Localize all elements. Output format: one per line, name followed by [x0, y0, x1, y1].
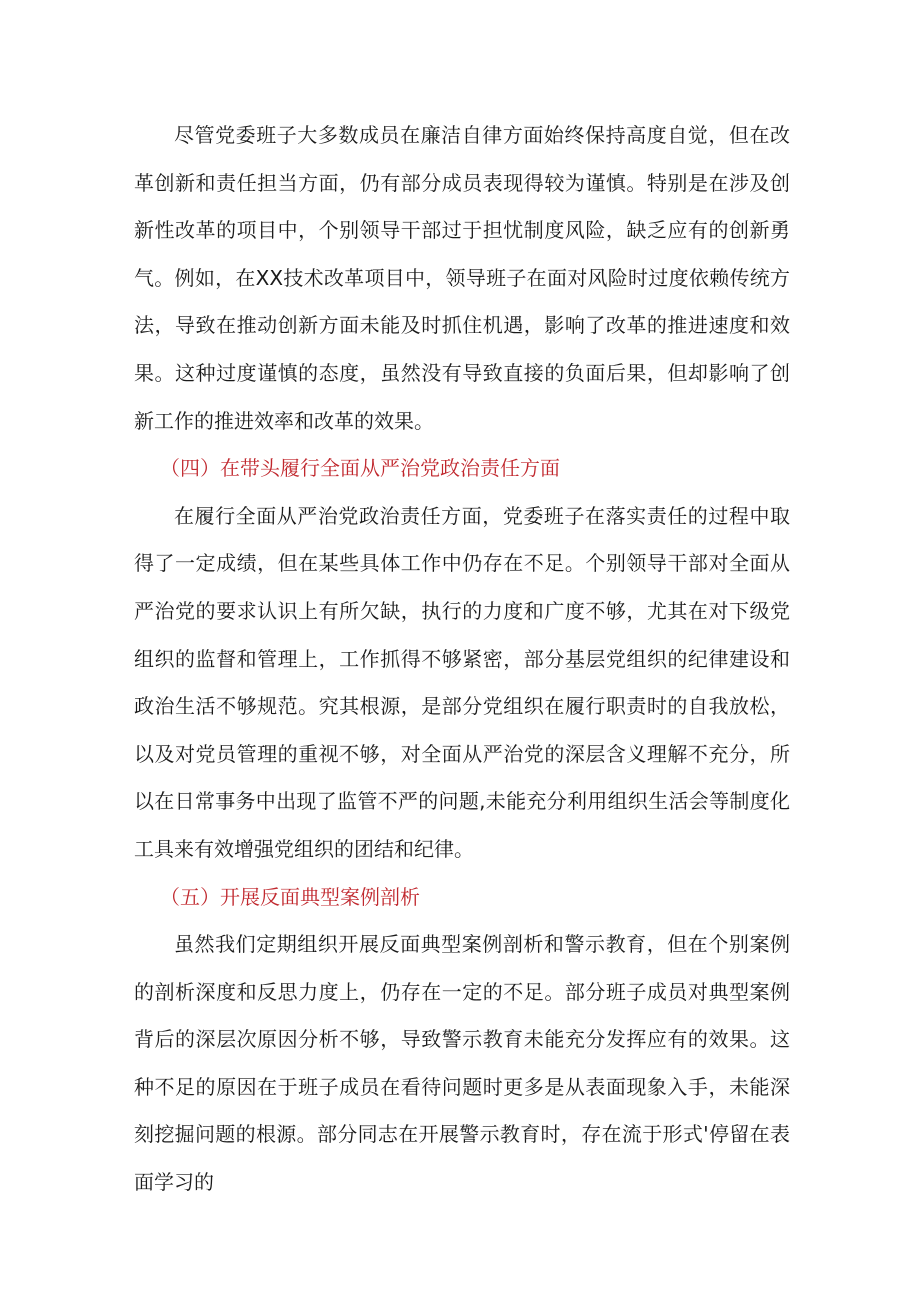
paragraph-case-analysis: 虽然我们定期组织开展反面典型案例剖析和警示教育，但在个别案例的剖析深度和反思力度上，仍存在一定的不足。部分班子成员对典型案例背后的深层次原因分析不够，导致警示教育未能充分发挥应有的效果。这种不足的原因在于班子成员在看待问题时更多是从表面现象入手，未能深刻挖掘问题的根源。部分同志在开展警示教育时，存在流于形式'停留在表面学习的	[134, 932, 790, 1195]
paragraph-party-responsibility: 在履行全面从严治党政治责任方面，党委班子在落实责任的过程中取得了一定成绩，但在某些具体工作中仍存在不足。个别领导干部对全面从严治党的要求认识上有所欠缺，执行的力度和广度不够，尤其在对下级党组织的监督和管理上，工作抓得不够紧密，部分基层党组织的纪律建设和政治生活不够规范。究其根源，是部分党组织在履行职责时的自我放松，以及对党员管理的重视不够，对全面从严治党的深层含义理解不充分，所以在日常事务中出现了监管不严的问题,未能充分利用组织生活会等制度化工具来有效增强党组织的团结和纪律。	[134, 503, 790, 861]
section-heading-5: （五）开展反面典型案例剖析	[160, 884, 420, 909]
section-heading-4: （四）在带头履行全面从严治党政治责任方面	[160, 456, 560, 481]
paragraph-reform-innovation: 尽管党委班子大多数成员在廉洁自律方面始终保持高度自觉，但在改革创新和责任担当方面，仍有部分成员表现得较为谨慎。特别是在涉及创新性改革的项目中，个别领导干部过于担忧制度风险，缺乏应有的创新勇气。例如，在XX技术改革项目中，领导班子在面对风险时过度依赖传统方法，导致在推动创新方面未能及时抓住机遇，影响了改革的推进速度和效果。这种过度谨慎的态度，虽然没有导致直接的负面后果，但却影响了创新工作的推进效率和改革的效果。	[134, 123, 790, 433]
document-body	[134, 112, 790, 1207]
